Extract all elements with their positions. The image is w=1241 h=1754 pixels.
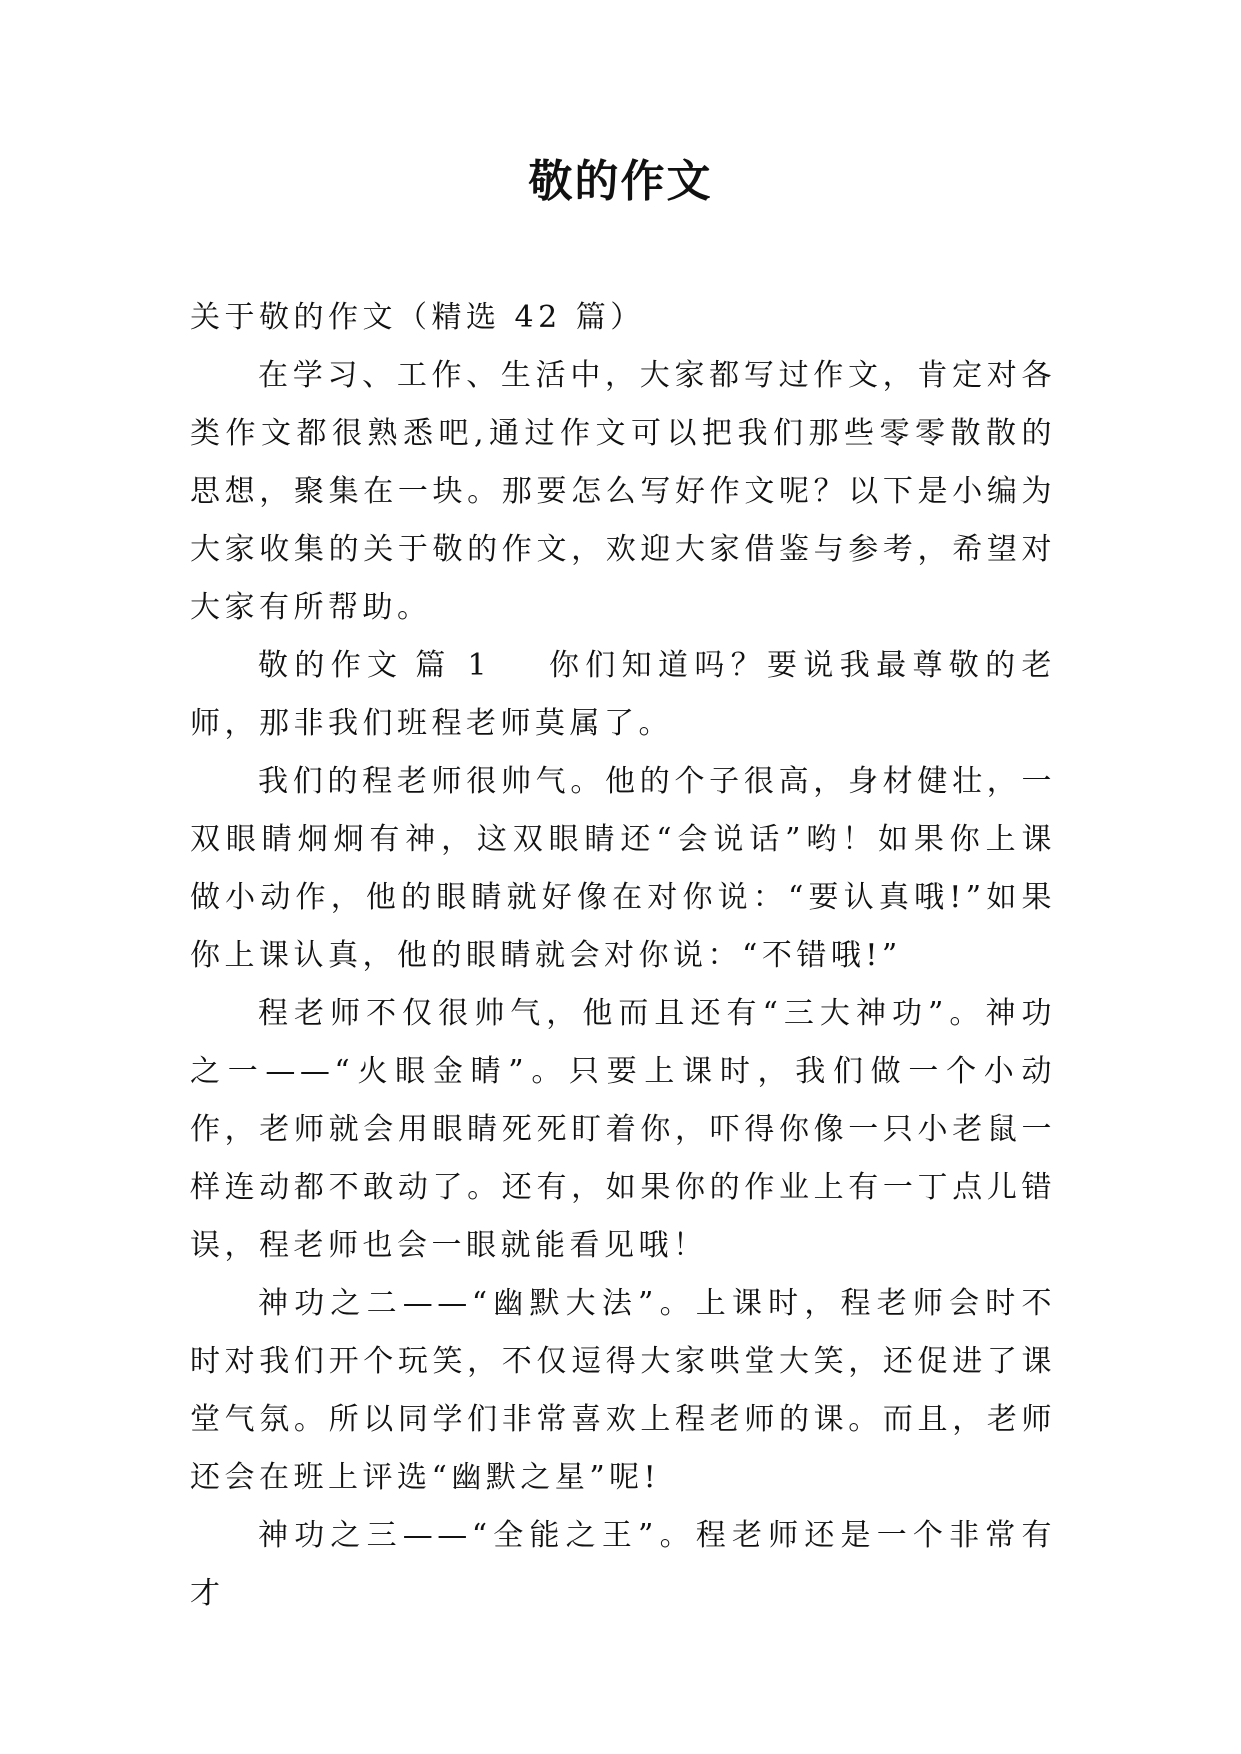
document-subtitle: 关于敬的作文（精选 42 篇）	[190, 300, 645, 335]
section-label-a: 敬的作文	[258, 648, 404, 683]
section-label-b: 篇 1	[413, 648, 492, 683]
document-title: 敬的作文	[528, 156, 713, 207]
section-heading-paragraph	[190, 637, 1056, 753]
body-paragraph: 我们的程老师很帅气。他的个子很高，身材健壮，一双眼睛炯炯有神，这双眼睛还“会说话”哟！如果你上课做小动作，他的眼睛就好像在对你说：“要认真哦!”如果你上课认真，他的眼睛就会对你说：“不错哦!”	[190, 764, 1056, 973]
body-paragraph: 神功之二——“幽默大法”。上课时，程老师会时不时对我们开个玩笑，不仅逗得大家哄堂大笑，还促进了课堂气氛。所以同学们非常喜欢上程老师的课。而且，老师还会在班上评选“幽默之星”呢!	[190, 1286, 1056, 1495]
intro-paragraph: 在学习、工作、生活中，大家都写过作文，肯定对各类作文都很熟悉吧,通过作文可以把我们那些零零散散的思想，聚集在一块。那要怎么写好作文呢？以下是小编为大家收集的关于敬的作文，欢迎大家借鉴与参考，希望对大家有所帮助。	[190, 358, 1056, 625]
body-paragraph: 程老师不仅很帅气，他而且还有“三大神功”。神功之一——“火眼金睛”。只要上课时，我们做一个小动作，老师就会用眼睛死死盯着你，吓得你像一只小老鼠一样连动都不敢动了。还有，如果你的作业上有一丁点儿错误，程老师也会一眼就能看见哦！	[190, 996, 1056, 1263]
body-paragraph: 神功之三——“全能之王”。程老师还是一个非常有才	[190, 1518, 1056, 1611]
section-first-text: 你们知道吗？要说我最尊敬的老师，那非我们班程老师莫属了。	[190, 648, 1057, 741]
document-body	[190, 289, 1056, 1623]
